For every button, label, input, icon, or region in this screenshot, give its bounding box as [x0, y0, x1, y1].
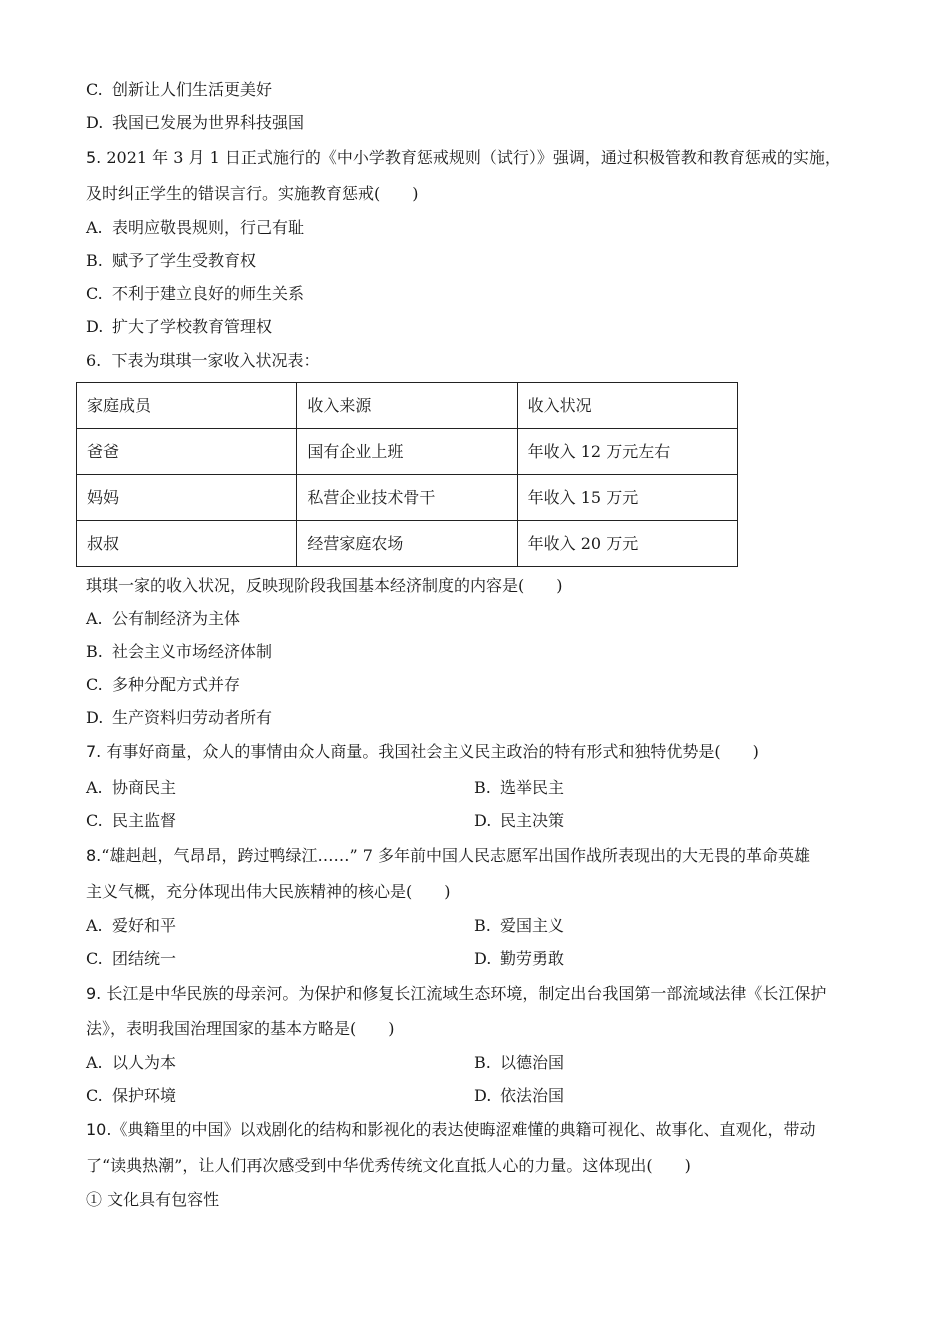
question-stem: 《典籍里的中国》以戏剧化的结构和影视化的表达使晦涩难懂的典籍可视化、故事化、直观化，带动	[111, 1120, 816, 1139]
option-key: C.	[86, 949, 103, 968]
q4-option-c	[86, 80, 272, 100]
income-table	[76, 382, 738, 567]
q5-option-b	[86, 251, 256, 271]
q9-option-b	[474, 1053, 564, 1073]
question-number: 6.	[86, 351, 102, 370]
table-header-cell: 家庭成员	[77, 383, 297, 429]
option-key: C.	[86, 811, 103, 830]
q6-option-d	[86, 708, 272, 728]
option-text: 民主监督	[112, 811, 177, 830]
table-row	[77, 429, 738, 475]
option-key: B.	[86, 251, 103, 270]
question-number: 7.	[86, 742, 102, 761]
option-key: A.	[86, 916, 103, 935]
q9-option-a	[86, 1053, 176, 1073]
option-key: C.	[86, 284, 103, 303]
option-text: 多种分配方式并存	[112, 675, 241, 694]
option-key: B.	[86, 642, 103, 661]
option-key: C.	[86, 1086, 103, 1105]
q9-option-d	[474, 1086, 564, 1106]
option-text: 赋予了学生受教育权	[112, 251, 257, 270]
table-header-cell: 收入来源	[297, 383, 517, 429]
q8-option-d	[474, 949, 564, 969]
table-cell: 爸爸	[77, 429, 297, 475]
table-cell: 年收入 15 万元	[517, 475, 737, 521]
option-text: 创新让人们生活更美好	[112, 80, 273, 99]
option-key: B.	[474, 1053, 491, 1072]
q6-option-b	[86, 642, 272, 662]
q8-option-b	[474, 916, 564, 936]
question-stem: 下表为琪琪一家收入状况表：	[111, 351, 320, 370]
option-text: 表明应敬畏规则，行己有耻	[112, 218, 305, 237]
q7-option-b	[474, 778, 564, 798]
option-text: 不利于建立良好的师生关系	[112, 284, 305, 303]
option-key: D.	[86, 113, 104, 132]
table-row	[77, 521, 738, 567]
q5-stem-line2: 及时纠正学生的错误言行。实施教育惩戒( )	[86, 184, 419, 203]
option-text: 民主决策	[500, 811, 565, 830]
q6-option-c	[86, 675, 240, 695]
q7-option-a	[86, 778, 176, 798]
q10-item-1: ① 文化具有包容性	[86, 1190, 220, 1209]
option-text: 保护环境	[112, 1086, 177, 1105]
option-text: 协商民主	[112, 778, 177, 797]
option-text: 以德治国	[500, 1053, 565, 1072]
option-text: 选举民主	[500, 778, 565, 797]
table-header-row	[77, 383, 738, 429]
q8-stem-line2: 主义气概，充分体现出伟大民族精神的核心是( )	[86, 882, 451, 901]
option-key: D.	[86, 317, 104, 336]
q10-stem-line1	[86, 1120, 815, 1140]
q4-option-d	[86, 113, 304, 133]
q5-stem-line1	[86, 148, 841, 168]
question-stem: 2021 年 3 月 1 日正式施行的《中小学教育惩戒规则（试行）》强调，通过积极管教和教育惩戒的实施，	[106, 148, 841, 167]
table-header-cell: 收入状况	[517, 383, 737, 429]
q6-stem: 琪琪一家的收入状况，反映现阶段我国基本经济制度的内容是( )	[86, 576, 563, 595]
option-key: D.	[474, 1086, 492, 1105]
q6-intro	[86, 351, 319, 371]
q8-option-c	[86, 949, 176, 969]
q9-option-c	[86, 1086, 176, 1106]
option-key: C.	[86, 675, 103, 694]
q9-stem-line2: 法》，表明我国治理国家的基本方略是( )	[86, 1019, 395, 1038]
option-text: 生产资料归劳动者所有	[112, 708, 273, 727]
option-key: A.	[86, 609, 103, 628]
option-text: 公有制经济为主体	[112, 609, 241, 628]
option-key: D.	[474, 949, 492, 968]
option-text: 社会主义市场经济体制	[112, 642, 273, 661]
option-text: 勤劳勇敢	[500, 949, 565, 968]
question-stem: “雄赳赳，气昂昂，跨过鸭绿江……” 7 多年前中国人民志愿军出国作战所表现出的大无畏的革命英雄	[101, 846, 810, 865]
option-text: 以人为本	[112, 1053, 177, 1072]
option-text: 爱国主义	[500, 916, 565, 935]
table-cell: 经营家庭农场	[297, 521, 517, 567]
q5-option-d	[86, 317, 272, 337]
question-number: 8.	[86, 846, 102, 865]
q5-option-c	[86, 284, 304, 304]
option-key: B.	[474, 778, 491, 797]
q9-stem-line1	[86, 984, 826, 1004]
q6-option-a	[86, 609, 240, 629]
q7-option-c	[86, 811, 176, 831]
option-text: 依法治国	[500, 1086, 565, 1105]
option-key: A.	[86, 1053, 103, 1072]
question-stem: 有事好商量，众人的事情由众人商量。我国社会主义民主政治的特有形式和独特优势是( )	[106, 742, 759, 761]
q7-stem	[86, 742, 759, 762]
q8-stem-line1	[86, 846, 810, 866]
option-text: 扩大了学校教育管理权	[112, 317, 273, 336]
table-cell: 私营企业技术骨干	[297, 475, 517, 521]
q5-option-a	[86, 218, 304, 238]
question-number: 5.	[86, 148, 102, 167]
option-key: C.	[86, 80, 103, 99]
option-text: 团结统一	[112, 949, 177, 968]
option-key: A.	[86, 778, 103, 797]
option-key: B.	[474, 916, 491, 935]
q7-option-d	[474, 811, 564, 831]
option-key: D.	[474, 811, 492, 830]
table-cell: 年收入 12 万元左右	[517, 429, 737, 475]
q10-stem-line2: 了“读典热潮”，让人们再次感受到中华优秀传统文化直抵人心的力量。这体现出( )	[86, 1156, 691, 1175]
table-cell: 叔叔	[77, 521, 297, 567]
table-row	[77, 475, 738, 521]
table-cell: 妈妈	[77, 475, 297, 521]
table-cell: 年收入 20 万元	[517, 521, 737, 567]
question-number: 9.	[86, 984, 102, 1003]
q8-option-a	[86, 916, 176, 936]
option-key: A.	[86, 218, 103, 237]
option-text: 爱好和平	[112, 916, 177, 935]
question-number: 10.	[86, 1120, 112, 1139]
option-key: D.	[86, 708, 104, 727]
question-stem: 长江是中华民族的母亲河。为保护和修复长江流域生态环境，制定出台我国第一部流域法律《长江保护	[106, 984, 827, 1003]
option-text: 我国已发展为世界科技强国	[112, 113, 305, 132]
table-cell: 国有企业上班	[297, 429, 517, 475]
